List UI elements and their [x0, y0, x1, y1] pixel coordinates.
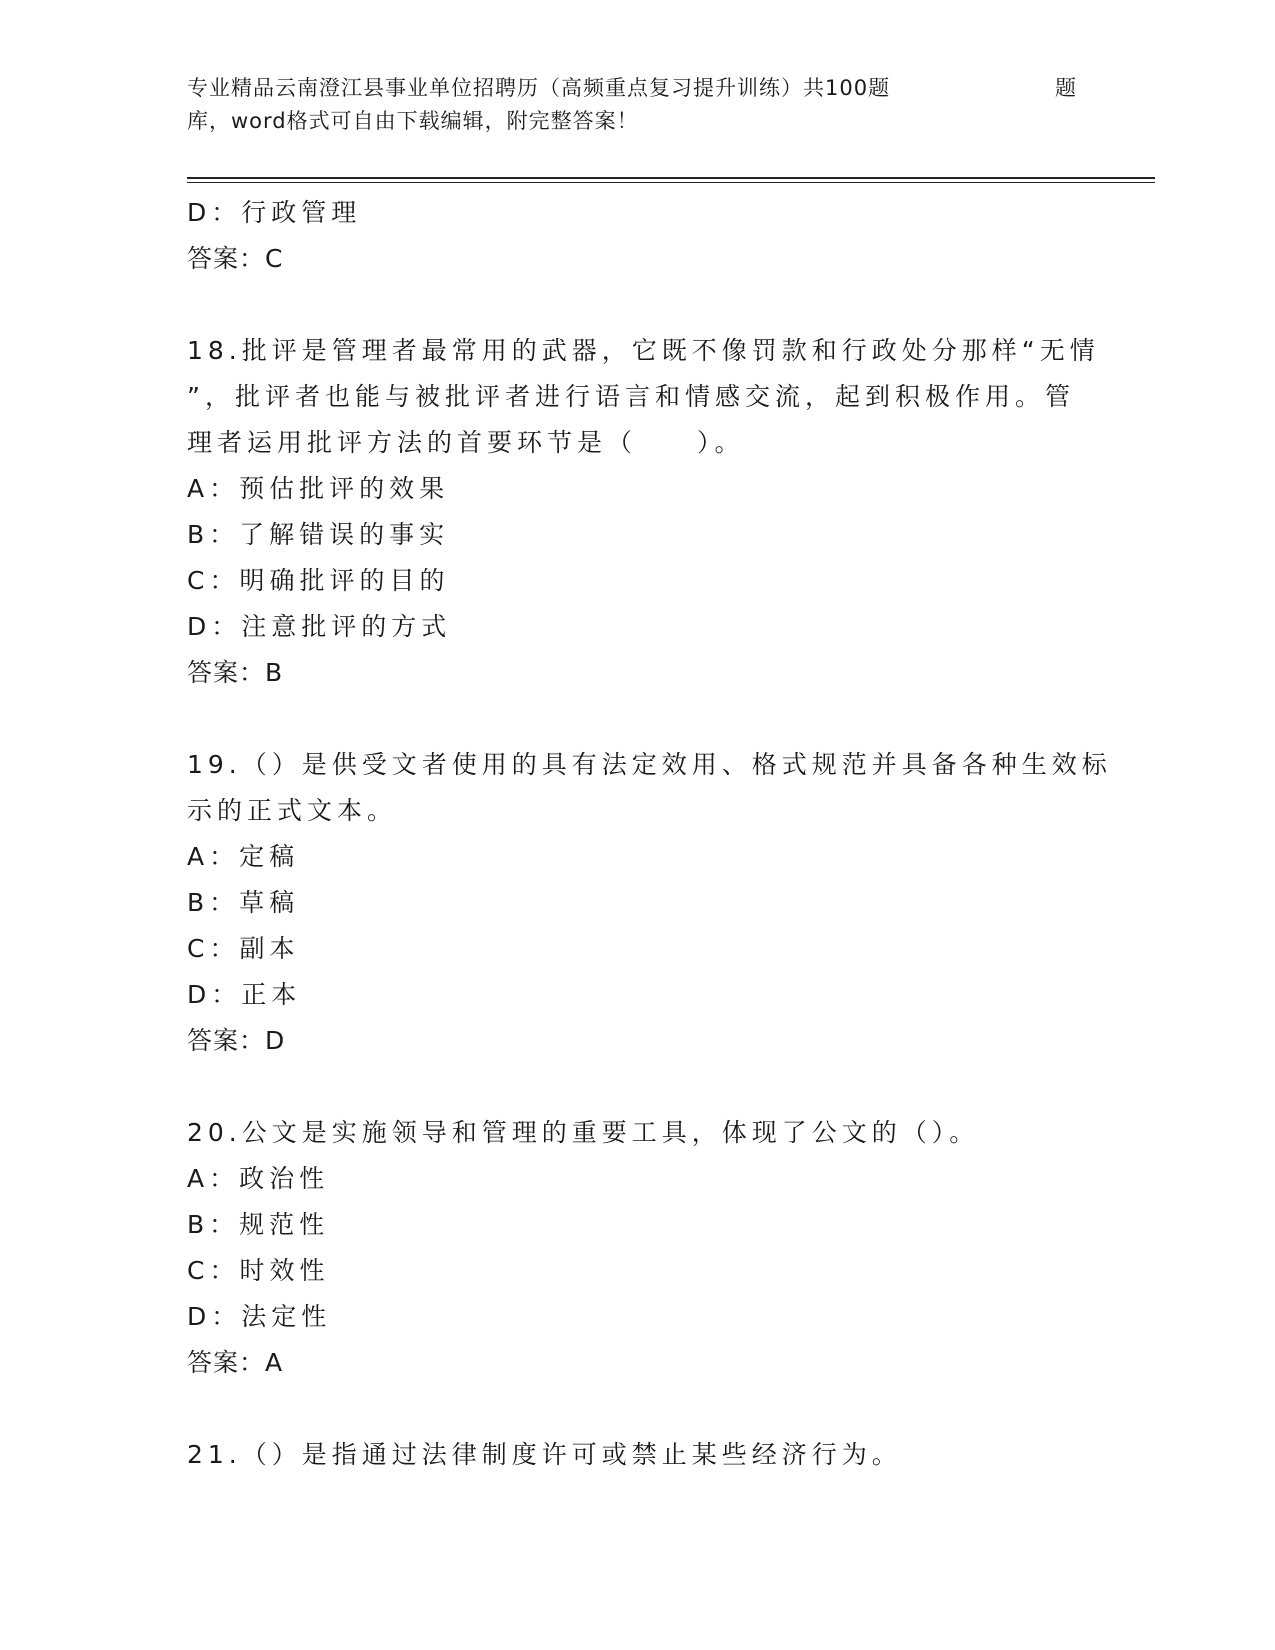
question-19: [187, 742, 1112, 1064]
option-b: B：了解错误的事实: [187, 520, 450, 549]
question-text: 18.批评是管理者最常用的武器，它既不像罚款和行政处分那样“无情: [187, 336, 1100, 365]
question-text: 21.（）是指通过法律制度许可或禁止某些经济行为。: [187, 1440, 902, 1469]
question-20: [187, 1110, 1087, 1386]
option-d: D：法定性: [187, 1302, 332, 1331]
header-title: 专业精品云南澄江县事业单位招聘历（高频重点复习提升训练）共100题: [187, 76, 891, 100]
option-c: C：时效性: [187, 1256, 330, 1285]
option-c: C：明确批评的目的: [187, 566, 450, 595]
option-c: C：副本: [187, 934, 300, 963]
option-d: D：行政管理: [187, 198, 362, 227]
option-a: A：定稿: [187, 842, 300, 871]
header-line-1: [187, 72, 1087, 105]
header-divider-thin: [187, 182, 1155, 183]
question-text: 理者运用批评方法的首要环节是（ ）。: [187, 428, 745, 457]
header-divider-thick: [187, 177, 1155, 179]
option-a: A：预估批评的效果: [187, 474, 450, 503]
header-title-tail: 题: [1055, 76, 1077, 100]
question-21: [187, 1432, 1087, 1478]
option-a: A：政治性: [187, 1164, 330, 1193]
option-b: B：草稿: [187, 888, 300, 917]
answer-line: 答案：C: [187, 244, 284, 273]
header-line-2: 库，word格式可自由下载编辑，附完整答案！: [187, 109, 639, 133]
answer-line: 答案：B: [187, 658, 284, 687]
option-d: D：注意批评的方式: [187, 612, 452, 641]
question-text: 20.公文是实施领导和管理的重要工具，体现了公文的（）。: [187, 1118, 980, 1147]
option-b: B：规范性: [187, 1210, 330, 1239]
answer-line: 答案：A: [187, 1348, 284, 1377]
page-header: [187, 72, 1087, 138]
question-text: 19.（）是供受文者使用的具有法定效用、格式规范并具备各种生效标: [187, 750, 1112, 779]
answer-line: 答案：D: [187, 1026, 286, 1055]
spacer: [187, 1386, 1087, 1432]
question-text: 示的正式文本。: [187, 796, 398, 825]
question-text: ”，批评者也能与被批评者进行语言和情感交流，起到积极作用。管: [187, 382, 1075, 411]
document-body: [187, 190, 1112, 1478]
spacer: [187, 282, 1087, 328]
question-18: [187, 328, 1100, 696]
spacer: [187, 1064, 1087, 1110]
spacer: [187, 696, 1087, 742]
option-d: D：正本: [187, 980, 302, 1009]
